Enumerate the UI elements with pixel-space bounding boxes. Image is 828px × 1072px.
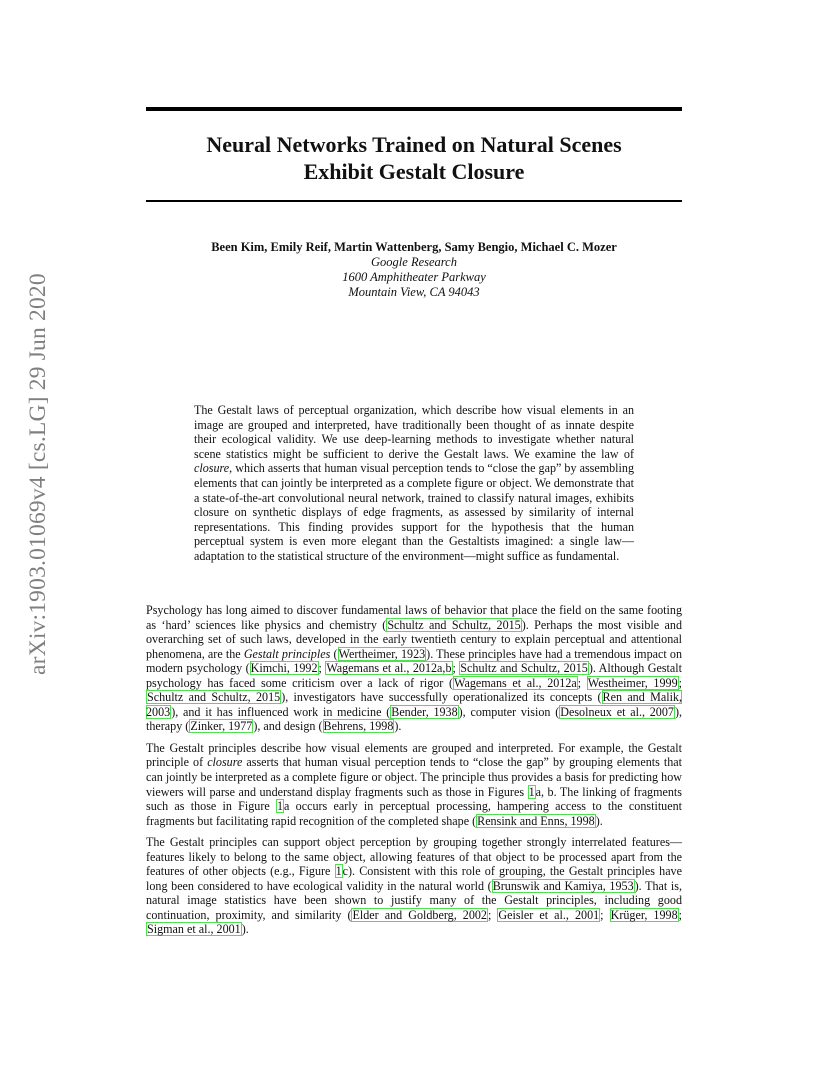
text-run: ; xyxy=(577,675,587,690)
paragraph-2 xyxy=(146,741,682,828)
text-run: ( xyxy=(330,646,338,661)
affiliation: Google Research xyxy=(371,255,457,269)
text-run: ), computer vision ( xyxy=(458,704,560,719)
text-run: ), therapy ( xyxy=(146,704,682,734)
abstract xyxy=(194,403,634,564)
citation-link[interactable]: Krüger, 1998 xyxy=(610,907,678,922)
text-run: ). Perhaps the most visible and overarching set of such laws, developed in the early twentieth century to explain perceptual and attentional phenomena, are the xyxy=(146,617,682,661)
text-run: ; xyxy=(318,661,326,676)
text-run: ). xyxy=(394,719,402,734)
citation-link[interactable]: Schultz and Schultz, 2015 xyxy=(387,617,521,632)
text-run: Psychology has long aimed to discover fundamental laws of behavior that place the field on the same footing as ‘hard’ sciences like physics and chemistry ( xyxy=(146,603,682,632)
text-run: ), investigators have successfully operationalized its concepts ( xyxy=(281,690,602,705)
figure-link[interactable]: 1 xyxy=(335,864,342,879)
text-run: ; xyxy=(452,661,460,676)
text-run: ; xyxy=(600,907,610,922)
citation-link[interactable]: Schultz and Schultz, 2015 xyxy=(147,690,281,705)
citation-link[interactable]: Rensink and Enns, 1998 xyxy=(477,813,595,828)
author-block xyxy=(146,240,682,300)
text-run: ). These principles have had a tremendous impact on modern psychology ( xyxy=(146,646,682,676)
text-run: c). Consistent with this role of grouping, the Gestalt principles have long been considered to have ecological validity in the natural world ( xyxy=(146,864,682,893)
citation-link[interactable]: Westheimer, 1999 xyxy=(587,675,678,690)
paragraph-1 xyxy=(146,603,682,734)
citation-link[interactable]: Ren and Malik, 2003 xyxy=(146,690,683,719)
abstract-text: , which asserts that human visual perception tends to “close the gap” by assembling elements that can jointly be interpreted as a complete figure or object. We demonstrate that a state-of-the-art convolutional neural network, trained to classify natural images, exhibits closure on synthetic displays of edge fragments, as assessed by similarity of internal representations. This finding provides support for the hypothesis that the human perceptual system is even more elegant than the Gestaltists imagined: a single law—adaptation to the statistical structure of the environment—might suffice as fundamental. xyxy=(194,461,634,563)
author-names: Been Kim, Emily Reif, Martin Wattenberg, Samy Bengio, Michael C. Mozer xyxy=(211,240,617,254)
text-run: ; xyxy=(487,907,498,922)
arxiv-margin-stamp[interactable]: arXiv:1903.01069v4 [cs.LG] 29 Jun 2020 xyxy=(25,273,51,675)
citation-link[interactable]: Geisler et al., 2001 xyxy=(498,907,600,922)
paragraph-3 xyxy=(146,835,682,937)
citation-link[interactable]: Zinker, 1977 xyxy=(190,719,253,734)
title-line-1: Neural Networks Trained on Natural Scenes xyxy=(206,132,622,157)
citation-link[interactable]: Wagemans et al., 2012a,b xyxy=(326,661,452,676)
text-run: ; xyxy=(678,675,682,690)
citation-link[interactable]: Kimchi, 1992 xyxy=(250,661,318,676)
text-run: The Gestalt principles describe how visual elements are grouped and interpreted. For example, the Gestalt principle of xyxy=(146,740,682,770)
citation-link[interactable]: Wertheimer, 1923 xyxy=(338,646,426,661)
citation-link[interactable]: Desolneux et al., 2007 xyxy=(560,704,674,719)
text-run: ). That is, natural image statistics have been shown to justify many of the Gestalt principles, including good continuation, proximity, and similarity ( xyxy=(146,878,682,922)
body-text xyxy=(146,603,682,937)
title-line-2: Exhibit Gestalt Closure xyxy=(303,159,525,184)
citation-link[interactable]: Sigman et al., 2001 xyxy=(147,922,241,937)
citation-link[interactable]: Brunswik and Kamiya, 1953 xyxy=(492,878,634,893)
text-run: a, b. The linking of fragments such as those in Figure xyxy=(146,784,682,814)
address-line-1: 1600 Amphitheater Parkway xyxy=(342,270,486,284)
title-top-rule xyxy=(146,107,682,111)
text-run: The Gestalt principles can support object perception by grouping together strongly interrelated features—features likely to belong to the same object, allowing features of that object to be processed apart from the features of other objects (e.g., Figure xyxy=(146,835,682,879)
abstract-text: The Gestalt laws of perceptual organization, which describe how visual elements in an image are grouped and interpreted, have traditionally been thought of as innate despite their ecological validity. We use deep-learning methods to investigate whether natural scene statistics might be sufficient to derive the Gestalt laws. We examine the law of xyxy=(194,403,634,461)
emphasis: Gestalt principles xyxy=(243,646,331,661)
address-line-2: Mountain View, CA 94043 xyxy=(348,285,480,299)
text-run: ). xyxy=(595,813,603,828)
text-run: ). xyxy=(241,922,249,937)
text-run: ; xyxy=(678,907,682,922)
paper-title xyxy=(146,131,682,185)
figure-link[interactable]: 1 xyxy=(277,799,284,814)
citation-link[interactable]: Wagemans et al., 2012a xyxy=(454,675,577,690)
text-run: asserts that human visual perception tends to “close the gap” by grouping elements that can jointly be interpreted as a complete figure or object. The principle thus provides a basis for predicting how viewers will parse and understand display fragments such as those in Figures xyxy=(146,755,683,799)
citation-link[interactable]: Behrens, 1998 xyxy=(323,719,394,734)
title-bottom-rule xyxy=(146,200,682,202)
citation-link[interactable]: Schultz and Schultz, 2015 xyxy=(460,661,588,676)
emphasis: closure xyxy=(207,755,243,770)
citation-link[interactable]: Bender, 1938 xyxy=(391,704,458,719)
text-run: ), and design ( xyxy=(253,719,323,734)
figure-link[interactable]: 1 xyxy=(528,784,535,799)
citation-link[interactable]: Elder and Goldberg, 2002 xyxy=(352,907,487,922)
text-run: ). Although Gestalt psychology has faced some criticism over a lack of rigor ( xyxy=(146,661,682,690)
text-run: ), and it has influenced work in medicine ( xyxy=(171,704,391,719)
abstract-emphasis: closure xyxy=(194,461,230,476)
text-run: a occurs early in perceptual processing, hampering access to the constituent fragments but facilitating rapid recognition of the completed shape ( xyxy=(146,799,682,828)
